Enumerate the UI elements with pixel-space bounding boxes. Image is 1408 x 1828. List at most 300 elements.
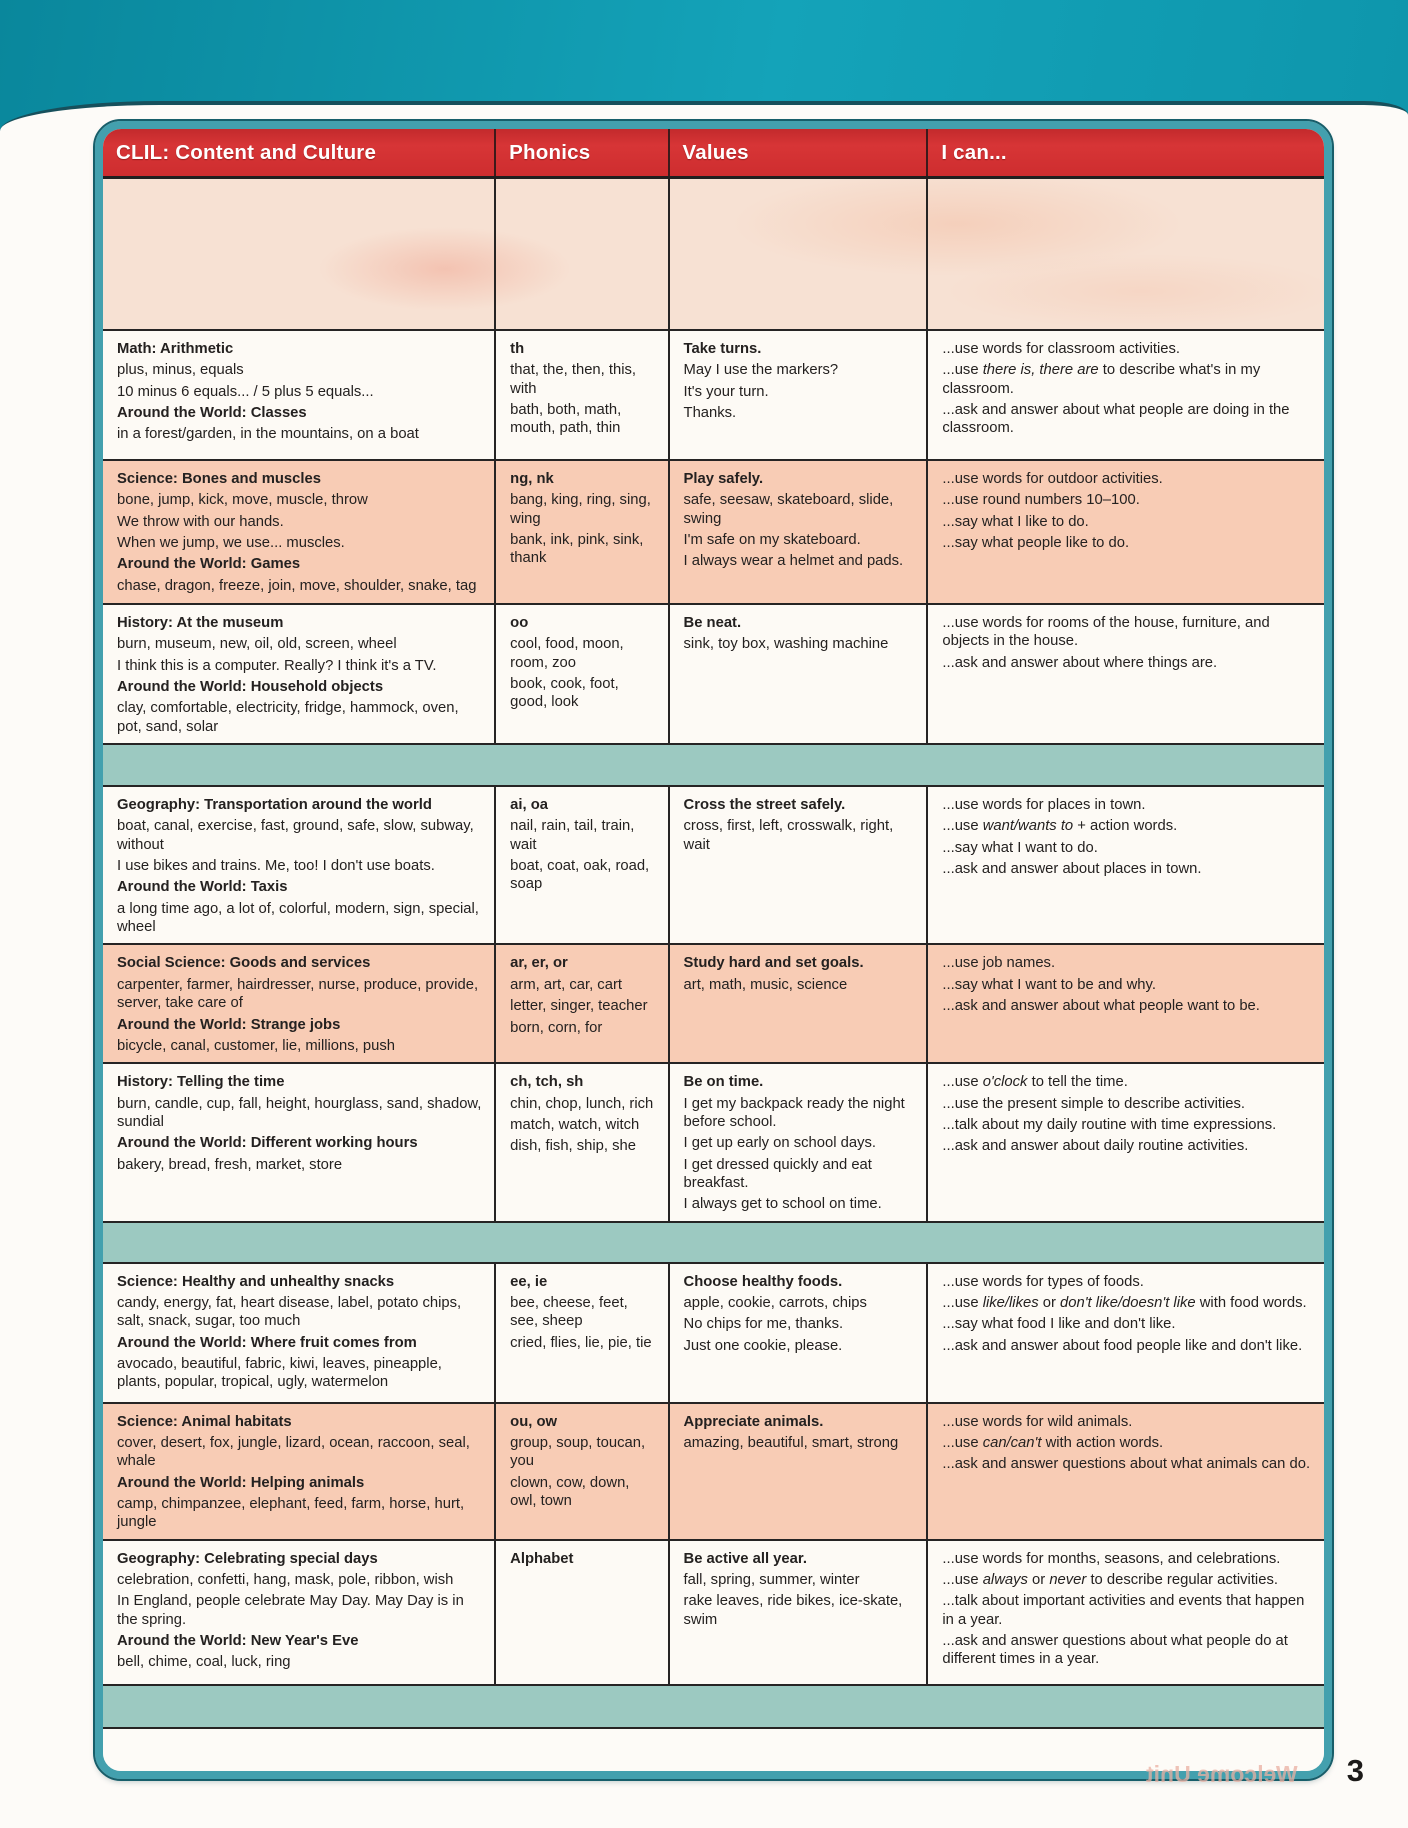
text-line [117, 1474, 482, 1492]
text-segment: or [1027, 1572, 1050, 1588]
text-segment: a long time ago, a lot of, colorful, modern, sign, special, wheel [117, 900, 479, 936]
text-segment: to describe regular activities. [1086, 1572, 1278, 1588]
text-line [510, 857, 655, 894]
text-line [117, 614, 482, 632]
text-segment: fall, spring, summer, winter [683, 1572, 860, 1588]
text-segment: It's your turn. [683, 383, 769, 400]
text-segment: 10 minus 6 equals... / 5 plus 5 equals... [117, 383, 374, 400]
section-separator [103, 743, 1324, 785]
text-line [510, 1273, 655, 1291]
text-segment: never [1049, 1572, 1087, 1588]
text-segment: Appreciate animals. [683, 1413, 824, 1430]
text-segment: Science: Bones and muscles [117, 471, 321, 487]
cell-values [670, 605, 929, 743]
cell-ican [928, 1541, 1324, 1684]
text-segment: to describe what's in my classroom. [942, 362, 1261, 397]
text-segment: group, soup, toucan, you [510, 1434, 646, 1470]
text-line [942, 1294, 1312, 1312]
text-line [510, 1137, 655, 1155]
cell-values [670, 331, 929, 459]
text-segment: always [982, 1572, 1028, 1588]
cell-clil [103, 945, 496, 1062]
text-line [510, 470, 655, 488]
text-line [942, 1095, 1312, 1113]
cell-clil [103, 605, 496, 743]
text-segment: bath, both, math, mouth, path, thin [510, 402, 622, 437]
text-segment: nail, rain, tail, train, wait [510, 818, 635, 853]
text-line [684, 1592, 915, 1629]
text-segment: o'clock [982, 1074, 1028, 1091]
text-line [510, 491, 655, 528]
text-line [117, 857, 482, 875]
text-segment: Around the World: New Year's Eve [117, 1633, 359, 1650]
text-line [117, 534, 482, 552]
column-header-phonics: Phonics [496, 129, 669, 176]
text-line [117, 796, 482, 814]
cell-clil [103, 461, 496, 603]
text-segment: ...ask and answer about what people want to be. [942, 998, 1260, 1015]
text-line [117, 361, 482, 379]
text-segment: Thanks. [683, 405, 737, 422]
table-row [103, 1539, 1324, 1684]
text-segment: History: At the museum [117, 615, 284, 631]
text-line [684, 1156, 915, 1193]
column-header-ican: I can... [941, 140, 1007, 164]
text-segment: Around the World: Classes [117, 405, 307, 422]
section-separator [103, 1221, 1324, 1262]
text-segment: plus, minus, equals [117, 362, 244, 379]
text-segment: Geography: Transportation around the world [117, 797, 432, 814]
text-segment: ...say what I like to do. [942, 513, 1089, 530]
text-segment: ...ask and answer about daily routine activities. [942, 1138, 1249, 1155]
text-line [942, 1137, 1312, 1155]
text-segment: Be on time. [683, 1074, 764, 1091]
text-segment: Around the World: Games [117, 556, 301, 573]
text-segment: ...say what food I like and don't like. [942, 1316, 1176, 1333]
text-segment: ...use [942, 1294, 983, 1311]
table-body [103, 179, 1324, 1771]
text-line [117, 491, 482, 509]
text-segment: Around the World: Different working hours [117, 1135, 418, 1152]
text-segment: Alphabet [510, 1550, 574, 1567]
text-segment: can/can't [982, 1434, 1042, 1451]
text-segment: burn, museum, new, oil, old, screen, wheel [117, 636, 397, 653]
text-segment: bicycle, canal, customer, lie, millions, push [117, 1037, 395, 1054]
text-line [117, 699, 482, 736]
text-line [942, 491, 1312, 509]
cell-ican [928, 1264, 1324, 1402]
cell-phonics [496, 331, 669, 459]
text-line [510, 635, 655, 672]
text-line [942, 654, 1312, 672]
text-segment: In England, people celebrate May Day. May Day is in the spring. [117, 1593, 464, 1628]
text-line [117, 1434, 482, 1471]
text-segment: bee, cheese, feet, see, sheep [510, 1294, 628, 1330]
text-segment: ee, ie [510, 1273, 548, 1290]
text-line [510, 796, 655, 814]
text-segment: safe, seesaw, skateboard, slide, swing [683, 492, 894, 527]
text-line [510, 675, 655, 712]
text-line [942, 1632, 1312, 1669]
text-line [942, 1434, 1312, 1452]
text-line [510, 1334, 655, 1352]
text-segment: Around the World: Where fruit comes from [117, 1334, 417, 1351]
text-line [684, 1315, 915, 1333]
text-line [942, 1116, 1312, 1134]
text-segment: Be neat. [683, 615, 742, 631]
cell-ican [928, 945, 1324, 1062]
cell-phonics [496, 1541, 669, 1684]
text-segment: ...ask and answer questions about what people do at different times in a year. [942, 1633, 1288, 1668]
text-segment: art, math, music, science [683, 976, 848, 993]
text-line [510, 1095, 655, 1113]
text-line [117, 1095, 482, 1132]
text-line [510, 817, 655, 854]
text-segment: cross, first, left, crosswalk, right, wait [683, 818, 894, 853]
table-row [103, 785, 1324, 943]
text-segment: I think this is a computer. Really? I think it's a TV. [117, 657, 437, 674]
text-line [117, 1413, 482, 1431]
text-line [942, 1315, 1312, 1333]
text-segment: clown, cow, down, owl, town [510, 1474, 630, 1509]
ghost-footer-text: Welcome Unit [1146, 1761, 1298, 1787]
text-segment: May I use the markers? [683, 362, 839, 379]
cell-phonics [496, 787, 669, 943]
text-segment: I get up early on school days. [683, 1135, 877, 1152]
text-segment: I always wear a helmet and pads. [683, 553, 904, 570]
text-line [684, 1195, 915, 1213]
text-segment: ...ask and answer about places in town. [942, 861, 1202, 878]
text-segment: cool, food, moon, room, zoo [510, 636, 624, 671]
text-line [117, 555, 482, 573]
scope-and-sequence-table [95, 121, 1332, 1779]
text-line [942, 817, 1312, 835]
text-line [510, 1116, 655, 1134]
cell-ican [928, 787, 1324, 943]
text-line [684, 340, 915, 358]
text-segment: match, watch, witch [510, 1116, 640, 1133]
text-line [510, 340, 655, 358]
text-line [117, 1294, 482, 1331]
text-segment: like/likes [982, 1294, 1039, 1311]
text-segment: cover, desert, fox, jungle, lizard, ocean, raccoon, seal, whale [117, 1434, 470, 1470]
text-line [684, 1294, 915, 1312]
text-segment: ch, tch, sh [510, 1074, 584, 1091]
text-line [942, 340, 1312, 358]
table-header-row [103, 129, 1324, 179]
text-segment: Social Science: Goods and services [117, 955, 371, 972]
text-segment: or [1038, 1294, 1060, 1311]
cell-clil [103, 1064, 496, 1220]
text-line [684, 1095, 915, 1132]
text-segment: burn, candle, cup, fall, height, hourglass, sand, shadow, sundial [117, 1095, 482, 1130]
text-line [942, 534, 1312, 552]
text-segment: ...use words for places in town. [942, 797, 1146, 814]
text-segment: ...ask and answer about where things are. [942, 654, 1218, 671]
text-segment: ng, nk [510, 471, 554, 487]
text-segment: ...use round numbers 10–100. [942, 492, 1140, 509]
text-segment: with action words. [1041, 1434, 1164, 1451]
text-line [117, 1550, 482, 1568]
text-line [684, 361, 915, 379]
text-segment: sink, toy box, washing machine [683, 636, 889, 653]
text-segment: + action words. [1073, 818, 1178, 835]
text-line [684, 796, 915, 814]
text-segment: ...talk about important activities and events that happen in a year. [942, 1593, 1305, 1628]
text-segment: ...say what I want to do. [942, 839, 1098, 856]
text-line [510, 976, 655, 994]
text-line [510, 614, 655, 632]
cell-ican [928, 605, 1324, 743]
text-segment: bakery, bread, fresh, market, store [117, 1156, 343, 1173]
text-line [117, 954, 482, 972]
text-line [684, 1550, 915, 1568]
text-segment: Take turns. [683, 341, 762, 357]
text-line [510, 997, 655, 1015]
text-line [684, 614, 915, 632]
cell-values [670, 787, 929, 943]
text-segment: I'm safe on my skateboard. [683, 532, 861, 549]
text-line [942, 1073, 1312, 1091]
text-line [117, 1273, 482, 1291]
text-line [684, 954, 915, 972]
text-line [510, 954, 655, 972]
text-segment: I always get to school on time. [683, 1196, 882, 1213]
text-line [510, 401, 655, 438]
text-segment: avocado, beautiful, fabric, kiwi, leaves, pineapple, plants, popular, tropical, ugly, watermelon [117, 1355, 442, 1391]
text-segment: We throw with our hands. [117, 513, 284, 530]
text-line [510, 1550, 655, 1568]
text-segment: camp, chimpanzee, elephant, feed, farm, horse, hurt, jungle [117, 1495, 465, 1531]
text-segment: Geography: Celebrating special days [117, 1550, 378, 1567]
table-row [103, 329, 1324, 459]
text-line [117, 657, 482, 675]
cell-phonics [496, 1404, 669, 1539]
text-segment: I get dressed quickly and eat breakfast. [683, 1156, 872, 1191]
text-line [684, 404, 915, 422]
text-line [942, 1273, 1312, 1291]
text-segment: ...use words for outdoor activities. [942, 471, 1163, 487]
text-line [117, 635, 482, 653]
text-segment: ...use job names. [942, 955, 1056, 972]
cell-phonics [496, 945, 669, 1062]
text-segment: ...use [942, 1572, 983, 1588]
book-page [0, 101, 1408, 1828]
text-segment: bone, jump, kick, move, muscle, throw [117, 492, 368, 509]
text-segment: with food words. [1195, 1294, 1307, 1311]
text-line [117, 1592, 482, 1629]
text-line [117, 817, 482, 854]
text-line [942, 401, 1312, 438]
text-segment: ...ask and answer about food people like and don't like. [942, 1337, 1303, 1354]
text-segment: Math: Arithmetic [117, 341, 234, 357]
text-line [942, 1455, 1312, 1473]
text-line [942, 1413, 1312, 1431]
text-segment: carpenter, farmer, hairdresser, nurse, produce, provide, server, take care of [117, 976, 479, 1012]
text-segment: dish, fish, ship, she [510, 1138, 636, 1155]
text-segment: ...talk about my daily routine with time expressions. [942, 1116, 1277, 1133]
text-line [117, 513, 482, 531]
text-segment: that, the, then, this, with [510, 362, 637, 397]
text-segment: ai, oa [510, 797, 548, 814]
text-segment: ...use words for types of foods. [942, 1273, 1144, 1290]
cell-clil [103, 1404, 496, 1539]
text-line [942, 997, 1312, 1015]
cell-values [670, 1064, 929, 1220]
text-line [117, 1073, 482, 1091]
page-number: 3 [1346, 1753, 1364, 1788]
table-row [103, 943, 1324, 1062]
text-line [684, 817, 915, 854]
text-line [510, 1413, 655, 1431]
text-segment: ...ask and answer questions about what animals can do. [942, 1456, 1311, 1473]
text-segment: clay, comfortable, electricity, fridge, hammock, oven, pot, sand, solar [117, 700, 459, 735]
cell-ican [928, 331, 1324, 459]
text-segment: to tell the time. [1027, 1074, 1128, 1091]
text-line [684, 531, 915, 549]
text-segment: Around the World: Strange jobs [117, 1016, 341, 1033]
text-segment: Choose healthy foods. [683, 1273, 843, 1290]
text-segment: th [510, 341, 525, 357]
text-segment: there is, there are [982, 362, 1099, 379]
text-line [942, 1337, 1312, 1355]
cell-phonics [496, 1264, 669, 1402]
text-segment: cried, flies, lie, pie, tie [510, 1334, 652, 1351]
section-separator [103, 1684, 1324, 1727]
cell-ican [928, 179, 1324, 329]
text-segment: ...use words for wild animals. [942, 1413, 1133, 1430]
table-row [103, 1262, 1324, 1402]
text-segment: rake leaves, ride bikes, ice-skate, swim [683, 1593, 903, 1628]
text-line [510, 531, 655, 568]
cell-clil [103, 331, 496, 459]
text-segment: bank, ink, pink, sink, thank [510, 532, 644, 567]
cell-ican [928, 1064, 1324, 1220]
text-segment: chin, chop, lunch, rich [510, 1095, 654, 1112]
text-segment: ...say what people like to do. [942, 535, 1130, 552]
text-line [117, 1156, 482, 1174]
text-line [942, 1571, 1312, 1589]
text-segment: I get my backpack ready the night before school. [683, 1095, 905, 1130]
cell-phonics [496, 1064, 669, 1220]
text-segment: ...use the present simple to describe activities. [942, 1095, 1246, 1112]
text-line [942, 361, 1312, 398]
table-row [103, 603, 1324, 743]
text-segment: book, cook, foot, good, look [510, 676, 619, 711]
text-line [684, 1073, 915, 1091]
text-line [117, 1653, 482, 1671]
cell-clil [103, 787, 496, 943]
text-line [117, 1134, 482, 1152]
cell-values [670, 1264, 929, 1402]
text-segment: Science: Healthy and unhealthy snacks [117, 1273, 395, 1290]
text-line [117, 878, 482, 896]
text-segment: History: Telling the time [117, 1074, 285, 1091]
cell-values [670, 1404, 929, 1539]
text-line [684, 552, 915, 570]
text-line [117, 404, 482, 422]
text-line [117, 1037, 482, 1055]
table-row [103, 1062, 1324, 1220]
text-segment: ...use words for classroom activities. [942, 341, 1181, 357]
text-segment: chase, dragon, freeze, join, move, shoulder, snake, tag [117, 577, 477, 594]
text-line [117, 1016, 482, 1034]
text-line [117, 1355, 482, 1392]
text-segment: ou, ow [510, 1413, 558, 1430]
text-segment: bell, chime, coal, luck, ring [117, 1654, 291, 1671]
text-line [510, 361, 655, 398]
cell-clil [103, 1264, 496, 1402]
text-segment: oo [510, 615, 529, 631]
text-segment: born, corn, for [510, 1019, 603, 1036]
text-segment: ...use [942, 1074, 983, 1091]
text-line [117, 577, 482, 595]
text-segment: ...use [942, 818, 983, 835]
text-line [117, 900, 482, 937]
text-line [684, 1571, 915, 1589]
text-segment: apple, cookie, carrots, chips [683, 1294, 867, 1311]
text-segment: Around the World: Household objects [117, 679, 384, 696]
text-line [942, 839, 1312, 857]
text-segment: Around the World: Taxis [117, 879, 288, 896]
text-segment: bang, king, ring, sing, wing [510, 492, 651, 527]
blank-row [103, 1727, 1324, 1771]
table-row [103, 459, 1324, 603]
text-line [117, 1632, 482, 1650]
text-segment: want/wants to [982, 818, 1074, 835]
text-line [117, 1495, 482, 1532]
cell-clil [103, 1541, 496, 1684]
column-header-values: Values [670, 129, 929, 176]
cell-values [670, 179, 929, 329]
text-segment: ar, er, or [510, 955, 568, 972]
text-segment: Study hard and set goals. [683, 955, 864, 972]
text-segment: ...use words for rooms of the house, furniture, and objects in the house. [942, 615, 1270, 650]
text-line [117, 1334, 482, 1352]
text-line [117, 383, 482, 401]
text-line [117, 340, 482, 358]
text-line [942, 513, 1312, 531]
text-line [684, 1134, 915, 1152]
text-segment: ...say what I want to be and why. [942, 976, 1156, 993]
text-segment: No chips for me, thanks. [683, 1316, 844, 1333]
cell-values [670, 461, 929, 603]
text-segment: candy, energy, fat, heart disease, label, potato chips, salt, snack, sugar, too much [117, 1294, 462, 1330]
text-segment: ...ask and answer about what people are doing in the classroom. [942, 402, 1290, 437]
cell-phonics [496, 461, 669, 603]
text-line [684, 1434, 915, 1452]
text-line [510, 1073, 655, 1091]
text-segment: in a forest/garden, in the mountains, on a boat [117, 426, 419, 443]
text-line [684, 1337, 915, 1355]
text-line [510, 1294, 655, 1331]
cell-values [670, 1541, 929, 1684]
text-line [942, 860, 1312, 878]
text-line [510, 1019, 655, 1037]
text-line [942, 1550, 1312, 1568]
text-line [684, 383, 915, 401]
text-segment: celebration, confetti, hang, mask, pole, ribbon, wish [117, 1572, 454, 1588]
text-line [684, 1273, 915, 1291]
cell-phonics [496, 179, 669, 329]
text-line [684, 491, 915, 528]
text-line [942, 796, 1312, 814]
text-segment: Be active all year. [683, 1550, 807, 1567]
text-segment: boat, coat, oak, road, soap [510, 858, 650, 893]
text-line [942, 470, 1312, 488]
text-line [684, 976, 915, 994]
text-line [942, 976, 1312, 994]
